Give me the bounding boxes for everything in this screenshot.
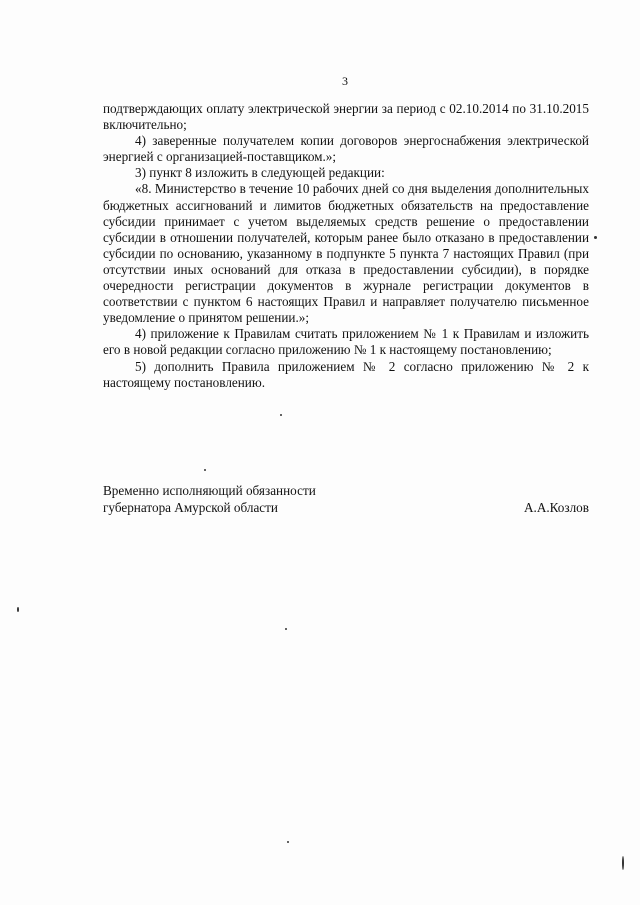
scan-speck xyxy=(17,607,19,612)
scan-speck xyxy=(622,856,624,870)
paragraph-point-8-text: «8. Министерство в течение 10 рабочих дней со дня выделения дополнительных бюджетных ассигнований и лимитов бюджетных обязательств на предоставление субсидии принимает с учетом выделяемых средств решение о предоставлении субсидии в отношении получателей, которым ранее было отказано в предоставлении субсидии по основанию, указанному в подпункте 5 пункта 7 настоящих Правил (при отсутствии иных оснований для отказа в предоставлении субсидии), в порядке очередности регистрации документов в журнале регистрации документов в соответствии с пунктом 6 настоящих Правил и направляет получателю письменное уведомление о принятом решении.»; xyxy=(103,181,589,326)
scan-speck xyxy=(594,236,597,239)
paragraph-continuation: подтверждающих оплату электрической энергии за период с 02.10.2014 по 31.10.2015 включительно; xyxy=(103,101,589,133)
paragraph-item-3-point-8: 3) пункт 8 изложить в следующей редакции: xyxy=(135,165,385,181)
scan-speck xyxy=(287,841,289,843)
scan-speck xyxy=(280,414,282,416)
signatory-position-line2: губернатора Амурской области xyxy=(103,500,278,515)
scan-speck xyxy=(204,469,206,471)
paragraph-item-4-contracts: 4) заверенные получателем копии договоров энергоснабжения электрической энергией с организацией-поставщиком.»; xyxy=(103,133,589,165)
page-number: 3 xyxy=(342,74,348,88)
paragraph-item-5-appendix-2: 5) дополнить Правила приложением № 2 согласно приложению № 2 к настоящему постановлению. xyxy=(103,358,589,390)
signatory-name: А.А.Козлов xyxy=(524,500,589,515)
document-body xyxy=(103,101,589,391)
paragraph-item-4-appendix: 4) приложение к Правилам считать приложением № 1 к Правилам и изложить его в новой редакции согласно приложению № 1 к настоящему постановлению; xyxy=(103,326,589,358)
signatory-position-line1: Временно исполняющий обязанности xyxy=(103,483,316,498)
scan-speck xyxy=(285,628,287,630)
signature-block xyxy=(103,482,589,516)
signatory-position xyxy=(103,482,316,516)
